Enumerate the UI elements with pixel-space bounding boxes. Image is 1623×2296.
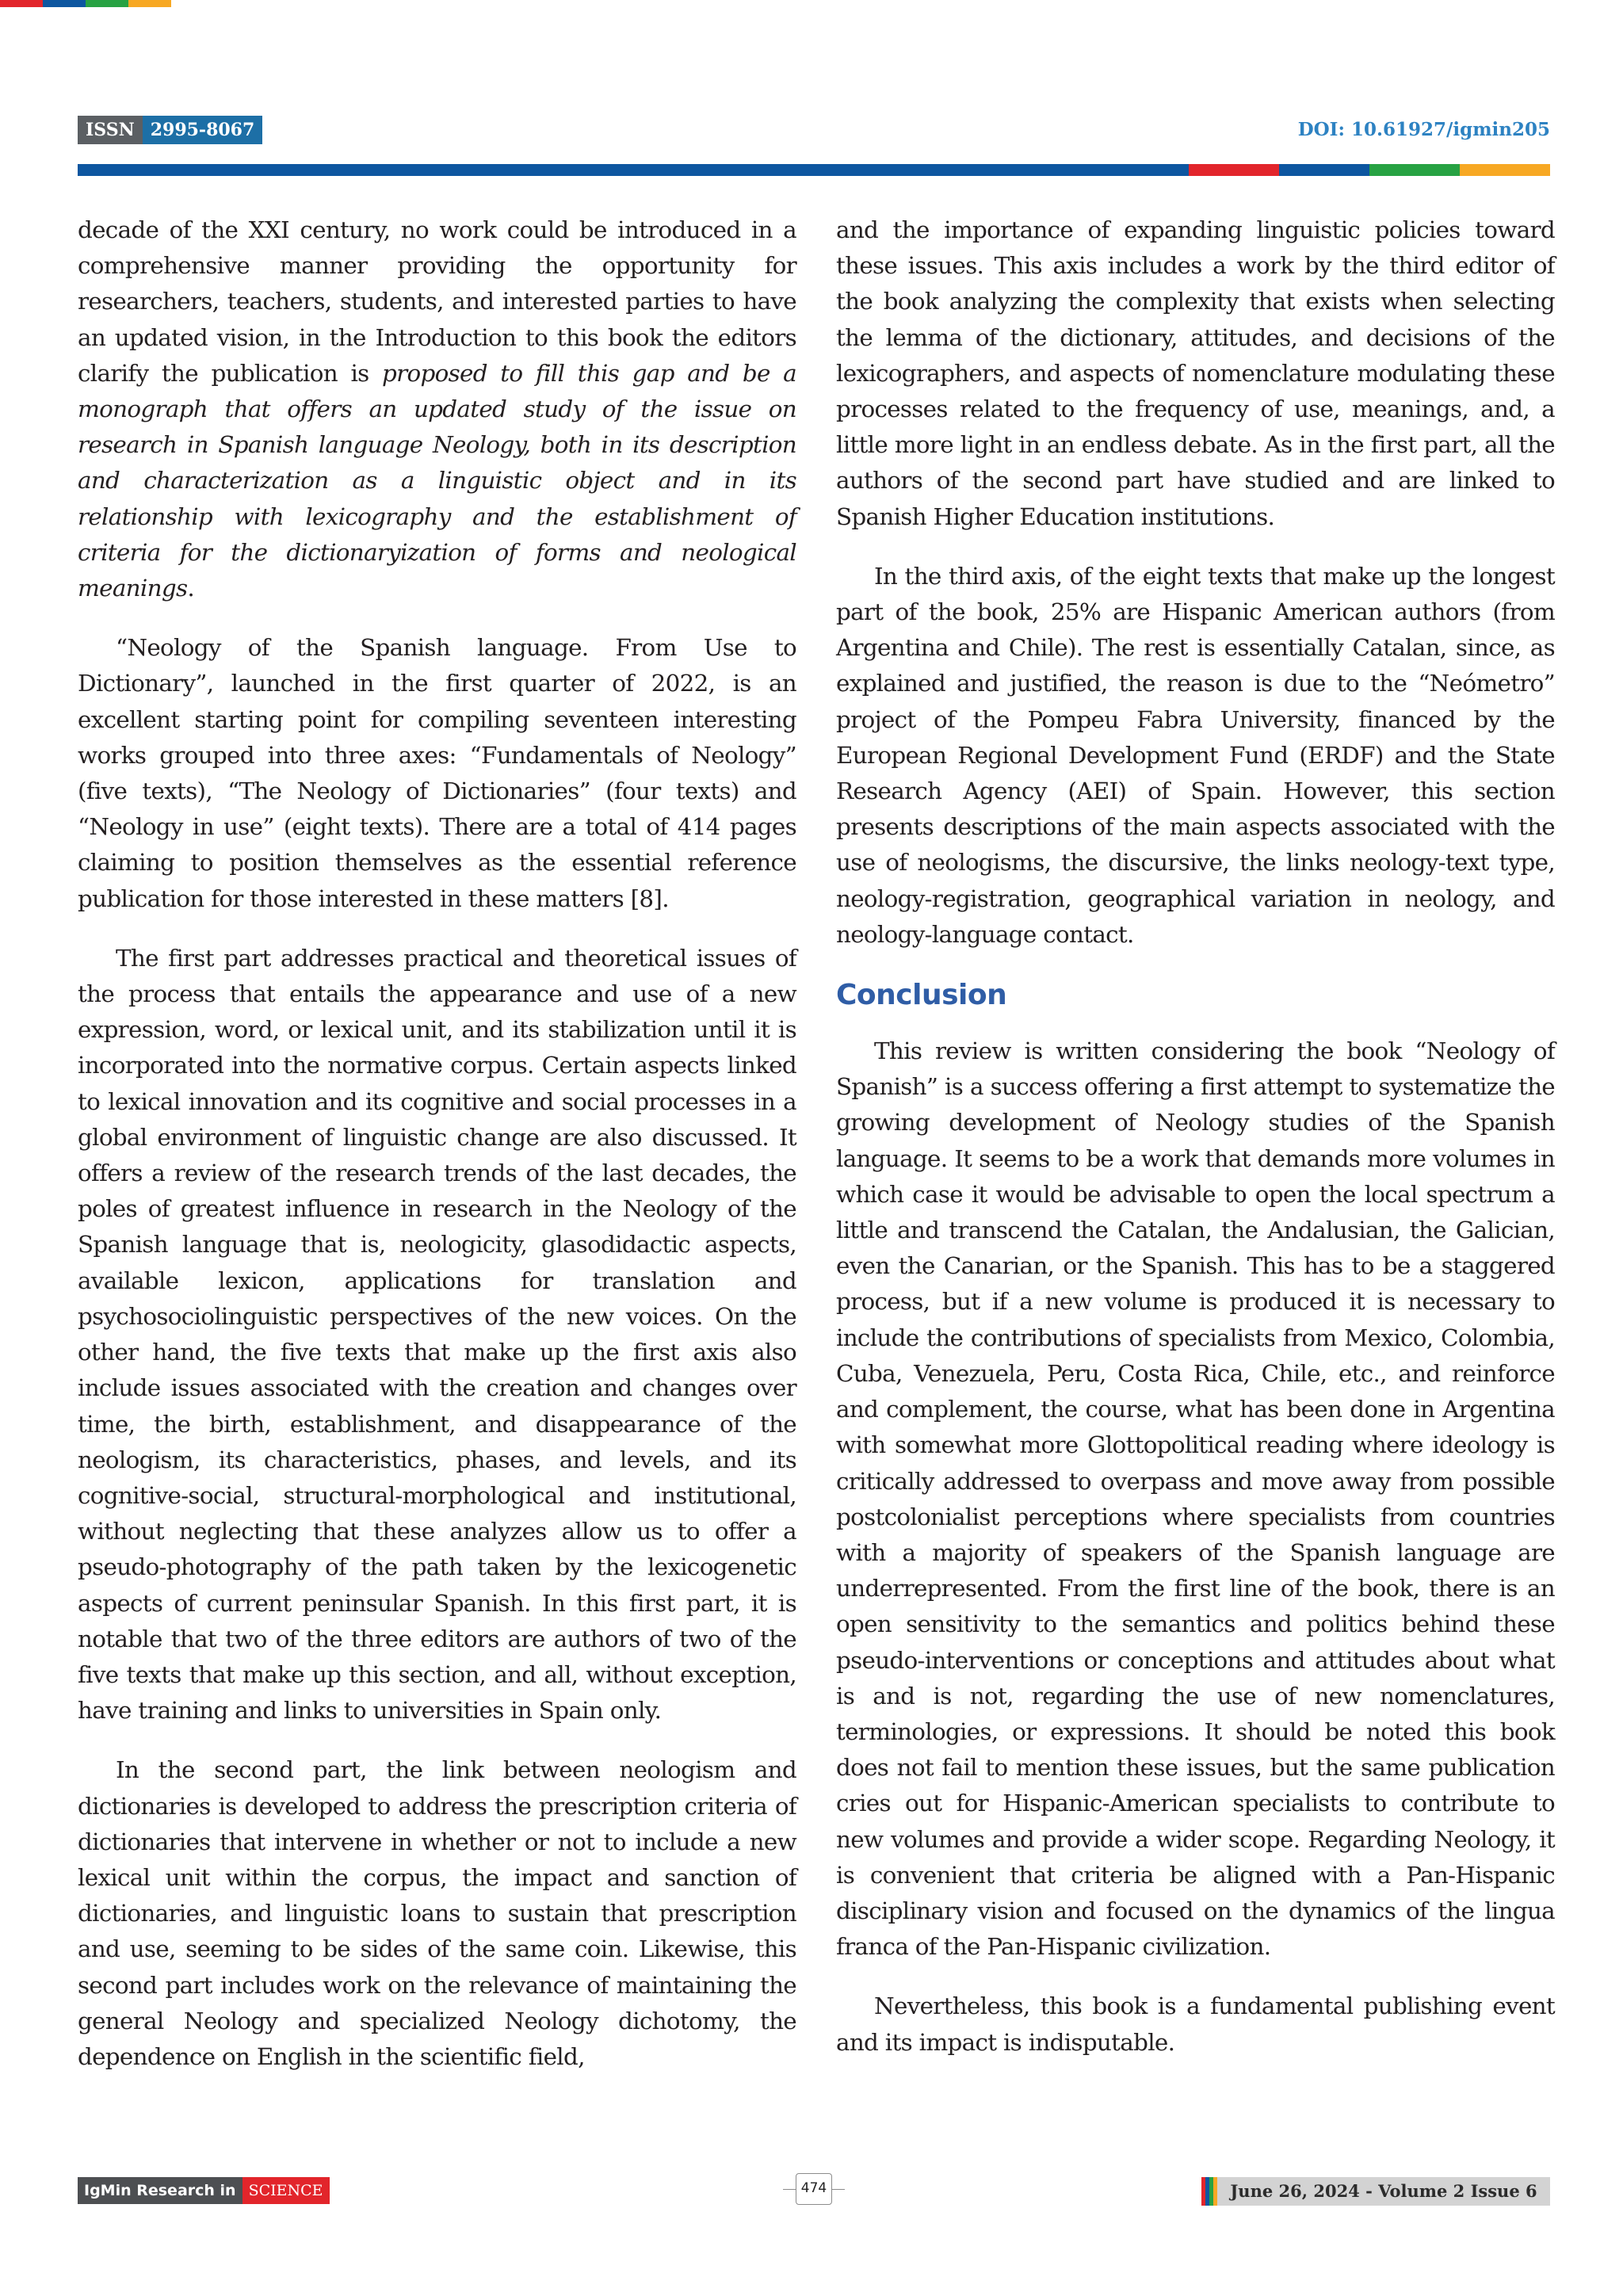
- paragraph: In the third axis, of the eight texts that make up the longest part of the book, 25% are Hispanic American authors (from Argentina and Chile). The rest is essentially Catalan, since, as explained and justified, the reason is due to the “Neómetro” project of the Pompeu Fabra University, financed by the European Regional Development Fund (ERDF) and the State Research Agency (AEI) of Spain. However, this section presents descriptions of the main aspects associated with the use of neologisms, the discursive, the links neology-text type, neology-registration, geographical variation in neology, and neology-language contact.: [836, 562, 1555, 948]
- paragraph: Nevertheless, this book is a fundamental publishing event and its impact is indisputable.: [836, 1992, 1555, 2056]
- top-accent-bar: [0, 0, 171, 7]
- paragraph: This review is written considering the book “Neology of Spanish” is a success offering a first attempt to systematize the growing development of Neology studies of the Spanish language. It seems to be a work that demands more volumes in which case it would be advisable to open the local spectrum a little and transcend the Catalan, the Andalusian, the Galician, even the Canarian, or the Spanish. This has to be a staggered process, but if a new volume is produced it is necessary to include the contributions of specialists from Mexico, Colombia, Cuba, Venezuela, Peru, Costa Rica, Chile, etc., and reinforce and complement, the course, what has been done in Argentina with somewhat more Glottopolitical reading where ideology is critically addressed to overpass and move away from possible postcolonialist perceptions where specialists from countries with a majority of speakers of the Spanish language are underrepresented. From the first line of the book, there is an open sensitivity to the semantics and politics behind these pseudo-interventions or conceptions and attitudes about what is and is not, regarding the use of new nomenclatures, terminologies, or expressions. It should be noted this book does not fail to mention these issues, but the same publication cries out for Hispanic-American specialists to contribute to new volumes and provide a wider scope. Regarding Neology, it is convenient that criteria be aligned with a Pan-Hispanic disciplinary vision and focused on the dynamics of the lingua franca of the Pan-Hispanic civilization.: [836, 1037, 1555, 1961]
- accent-red: [0, 0, 43, 7]
- issn-label: ISSN: [78, 116, 143, 144]
- paragraph: and the importance of expanding linguistic policies toward these issues. This axis includes a work by the third editor of the book analyzing the complexity that exists when selecting the lemma of the dictionary, attitudes, and decisions of the lexicographers, and aspects of nomenclature modulating these processes related to the frequency of use, meanings, and, a little more light in an endless debate. As in the first part, all the authors of the second part have studied and are linked to Spanish Higher Education institutions.: [836, 216, 1555, 530]
- issue-badge: [1201, 2177, 1550, 2206]
- header-rule-main: [78, 164, 1189, 176]
- issue-color-bars: [1201, 2177, 1217, 2206]
- journal-section: SCIENCE: [242, 2177, 330, 2204]
- accent-green: [86, 0, 128, 7]
- paragraph: “Neology of the Spanish language. From Use to Dictionary”, launched in the first quarter of 2022, is an excellent starting point for compiling seventeen interesting works grouped into three axes: “Fundamentals of Neology” (five texts), “The Neology of Dictionaries” (four texts) and “Neology in use” (eight texts). There are a total of 414 pages claiming to position themselves as the essential reference publication for those interested in these matters [8].: [78, 634, 796, 912]
- page-number-box: 474: [796, 2173, 832, 2205]
- accent-orange: [128, 0, 171, 7]
- paragraph-text: .: [187, 575, 194, 602]
- issue-date: June 26, 2024 - Volume 2 Issue 6: [1217, 2177, 1550, 2206]
- header-rule: [78, 164, 1550, 176]
- header-rule-green: [1369, 164, 1460, 176]
- issn-badge: [78, 116, 262, 144]
- page-number-line-left: [783, 2189, 796, 2190]
- page-number: [783, 2173, 846, 2206]
- paragraph: [78, 212, 796, 606]
- header-rule-orange: [1460, 164, 1550, 176]
- paragraph-text: decade of the XXI century, no work could be introduced in a comprehensive manner providing the opportunity for researchers, teachers, students, and interested parties to have an updated vision, in the Introduction to this book the editors clarify the publication is: [78, 216, 796, 387]
- header-rule-red: [1189, 164, 1279, 176]
- right-column: [836, 212, 1555, 2084]
- accent-blue: [43, 0, 86, 7]
- paragraph-italic: proposed to fill this gap and be a monograph that offers an updated study of the issue on research in Spanish language Neology, both in its description and characterization as a linguistic object and in its relationship with lexicography and the establishment of criteria for the dictionaryization of forms and neological meanings: [78, 359, 797, 602]
- paragraph: The first part addresses practical and theoretical issues of the process that entails the appearance and use of a new expression, word, or lexical unit, and its stabilization until it is incorporated into the normative corpus. Certain aspects linked to lexical innovation and its cognitive and social processes in a global environment of linguistic change are also discussed. It offers a review of the research trends of the last decades, the poles of greatest influence in research in the Neology of the Spanish language that is, neologicity, glasodidactic aspects, available lexicon, applications for translation and psychosociolinguistic perspectives of the new voices. On the other hand, the five texts that make up the first axis also include issues associated with the creation and changes over time, the birth, establishment, and disappearance of the neologism, its characteristics, phases, and levels, and its cognitive-social, structural-morphological and institutional, without neglecting that these analyzes allow us to offer a pseudo-photography of the path taken by the lexicogenetic aspects of current peninsular Spanish. In this first part, it is notable that two of the three editors are authors of two of the five texts that make up this section, and all, without exception, have training and links to universities in Spain only.: [78, 944, 796, 1725]
- page-number-line-right: [832, 2189, 845, 2190]
- header-rule-blue: [1279, 164, 1369, 176]
- section-heading-conclusion: Conclusion: [836, 979, 1007, 1012]
- issn-number: 2995-8067: [143, 116, 263, 144]
- journal-name: IgMin Research in: [78, 2177, 242, 2204]
- journal-badge: [78, 2177, 330, 2204]
- doi-link[interactable]: DOI: 10.61927/igmin205: [1297, 119, 1550, 140]
- paragraph: In the second part, the link between neologism and dictionaries is developed to address the prescription criteria of dictionaries that intervene in whether or not to include a new lexical unit within the corpus, the impact and sanction of dictionaries, and linguistic loans to sustain that prescription and use, seeming to be sides of the same coin. Likewise, this second part includes work on the relevance of maintaining the general Neology and specialized Neology dichotomy, the dependence on English in the scientific field,: [78, 1756, 796, 2070]
- left-column: [78, 212, 796, 2099]
